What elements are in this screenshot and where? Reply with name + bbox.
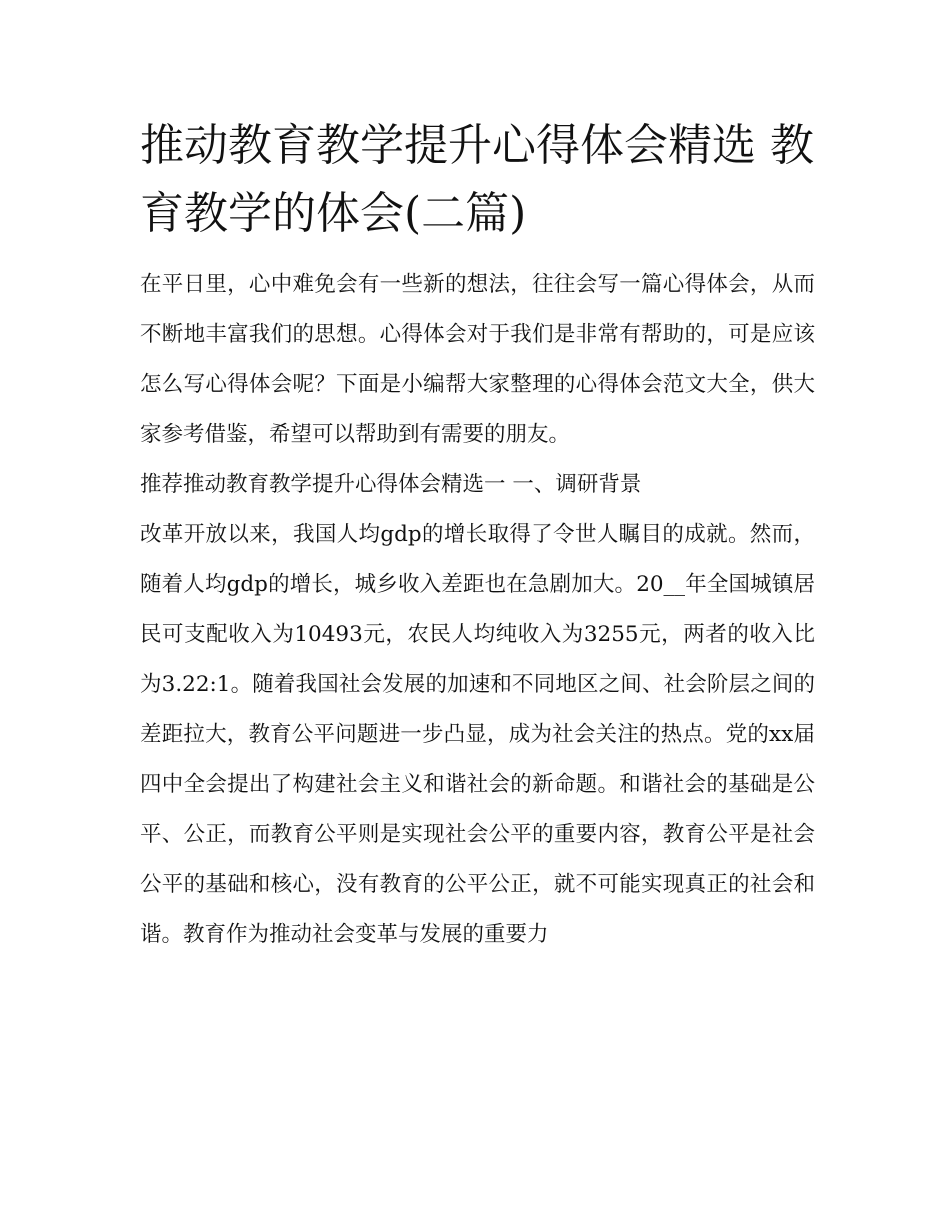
body-paragraph: 改革开放以来，我国人均gdp的增长取得了令世人瞩目的成就。然而，随着人均gdp的增长，城乡收入差距也在急剧加大。20__年全国城镇居民可支配收入为10493元，农民人均纯收入为3255元，两者的收入比为3.22:1。随着我国社会发展的加速和不同地区之间、社会阶层之间的差距拉大，教育公平问题进一步凸显，成为社会关注的热点。党的xx届四中全会提出了构建社会主义和谐社会的新命题。和谐社会的基础是公平、公正，而教育公平则是实现社会公平的重要内容，教育公平是社会公平的基础和核心，没有教育的公平公正，就不可能实现真正的社会和谐。教育作为推动社会变革与发展的重要力 bbox=[140, 522, 815, 947]
section-heading: 推荐推动教育教学提升心得体会精选一 一、调研背景 bbox=[140, 472, 642, 497]
document-content bbox=[140, 112, 815, 960]
intro-paragraph: 在平日里，心中难免会有一些新的想法，往往会写一篇心得体会，从而不断地丰富我们的思想。心得体会对于我们是非常有帮助的，可是应该怎么写心得体会呢？下面是小编帮大家整理的心得体会范文大全，供大家参考借鉴，希望可以帮助到有需要的朋友。 bbox=[140, 272, 815, 447]
document-title: 推动教育教学提升心得体会精选 教育教学的体会(二篇) bbox=[140, 120, 814, 239]
